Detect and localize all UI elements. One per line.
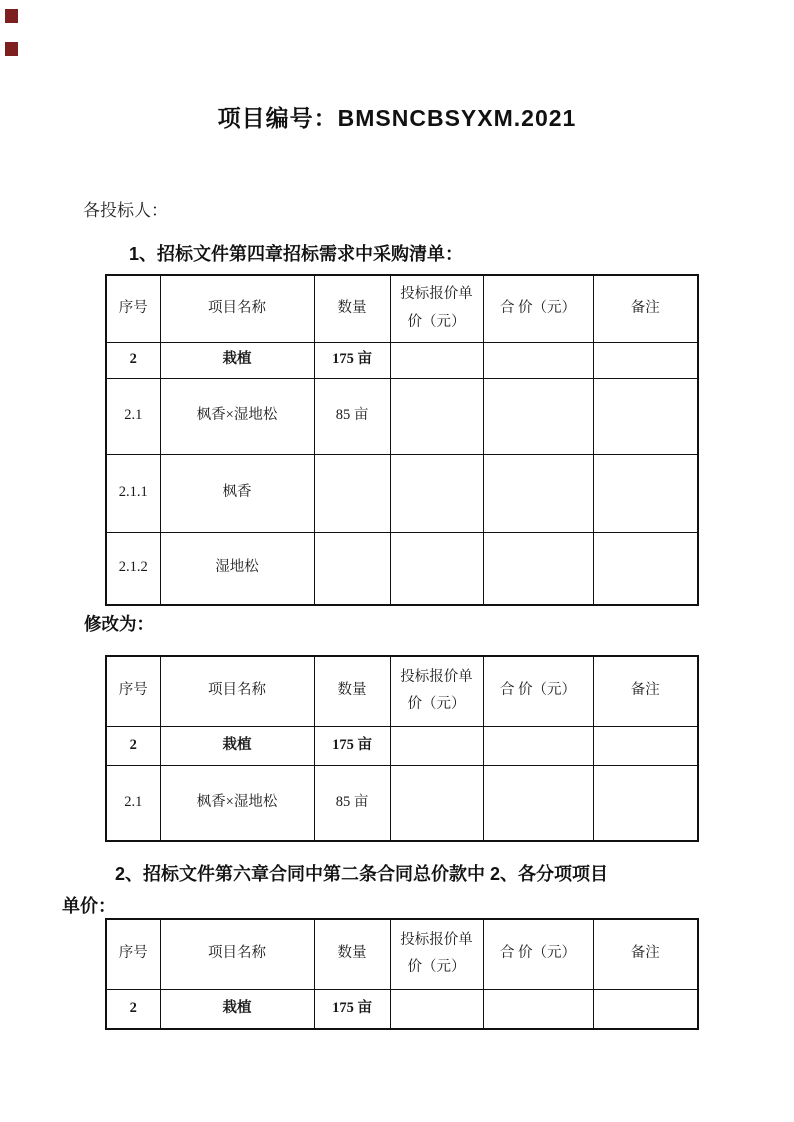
cell (390, 989, 483, 1029)
header-cell-unit-price: 投标报价单价（元） (390, 919, 483, 989)
cell: 2.1 (106, 378, 160, 454)
cell (593, 989, 698, 1029)
cell: 175 亩 (314, 989, 390, 1029)
cell: 湿地松 (160, 532, 314, 605)
header-cell-unit-price: 投标报价单价（元） (390, 656, 483, 726)
header-cell-total-price: 合 价（元） (483, 919, 593, 989)
modified-label: 修改为： (84, 614, 154, 634)
cell (593, 342, 698, 378)
table-row (106, 532, 698, 605)
cell (483, 726, 593, 765)
cell (483, 532, 593, 605)
cell (314, 454, 390, 532)
cell: 2.1.2 (106, 532, 160, 605)
cell (593, 765, 698, 841)
cell (483, 342, 593, 378)
cell (314, 532, 390, 605)
cell: 2 (106, 342, 160, 378)
header-cell-quantity: 数量 (314, 656, 390, 726)
header-cell-remark: 备注 (593, 919, 698, 989)
header-cell-item-name: 项目名称 (160, 919, 314, 989)
cell: 2.1.1 (106, 454, 160, 532)
cell (390, 532, 483, 605)
red-corner-mark-1 (5, 9, 18, 23)
cell: 栽植 (160, 342, 314, 378)
cell (483, 378, 593, 454)
page-title: 项目编号：BMSNCBSYXM.2021 (217, 105, 577, 131)
table-row (106, 378, 698, 454)
cell (483, 989, 593, 1029)
salutation: 各投标人： (83, 201, 168, 220)
table-modified-list (105, 655, 699, 842)
header-cell-unit-price: 投标报价单价（元） (390, 275, 483, 342)
cell (593, 378, 698, 454)
table-row (106, 765, 698, 841)
cell: 85 亩 (314, 378, 390, 454)
cell: 175 亩 (314, 726, 390, 765)
table-row (106, 454, 698, 532)
cell (593, 532, 698, 605)
header-cell-remark: 备注 (593, 656, 698, 726)
header-cell-quantity: 数量 (314, 919, 390, 989)
table-procurement-list (105, 274, 699, 606)
cell (593, 726, 698, 765)
cell (390, 726, 483, 765)
cell: 枫香 (160, 454, 314, 532)
cell: 枫香×湿地松 (160, 378, 314, 454)
cell (483, 454, 593, 532)
cell: 栽植 (160, 726, 314, 765)
cell: 2 (106, 989, 160, 1029)
cell (483, 765, 593, 841)
header-cell-seq: 序号 (106, 919, 160, 989)
header-cell-seq: 序号 (106, 275, 160, 342)
red-corner-mark-2 (5, 42, 18, 56)
cell: 枫香×湿地松 (160, 765, 314, 841)
cell (390, 765, 483, 841)
section2-heading-line2: 单价： (62, 896, 116, 916)
header-cell-total-price: 合 价（元） (483, 275, 593, 342)
header-cell-total-price: 合 价（元） (483, 656, 593, 726)
cell: 2.1 (106, 765, 160, 841)
table-unit-price (105, 918, 699, 1030)
table-header-row (106, 919, 698, 989)
header-cell-item-name: 项目名称 (160, 656, 314, 726)
header-cell-quantity: 数量 (314, 275, 390, 342)
cell: 175 亩 (314, 342, 390, 378)
section2-heading-line1: 2、招标文件第六章合同中第二条合同总价款中 2、各分项项目 (115, 864, 609, 884)
header-cell-item-name: 项目名称 (160, 275, 314, 342)
cell (390, 378, 483, 454)
table-header-row (106, 275, 698, 342)
cell (593, 454, 698, 532)
table-header-row (106, 656, 698, 726)
cell (390, 342, 483, 378)
cell (390, 454, 483, 532)
header-cell-remark: 备注 (593, 275, 698, 342)
table-row (106, 342, 698, 378)
cell: 2 (106, 726, 160, 765)
table-row (106, 726, 698, 765)
section1-heading: 1、招标文件第四章招标需求中采购清单： (129, 244, 464, 264)
cell: 85 亩 (314, 765, 390, 841)
table-row (106, 989, 698, 1029)
cell: 栽植 (160, 989, 314, 1029)
header-cell-seq: 序号 (106, 656, 160, 726)
